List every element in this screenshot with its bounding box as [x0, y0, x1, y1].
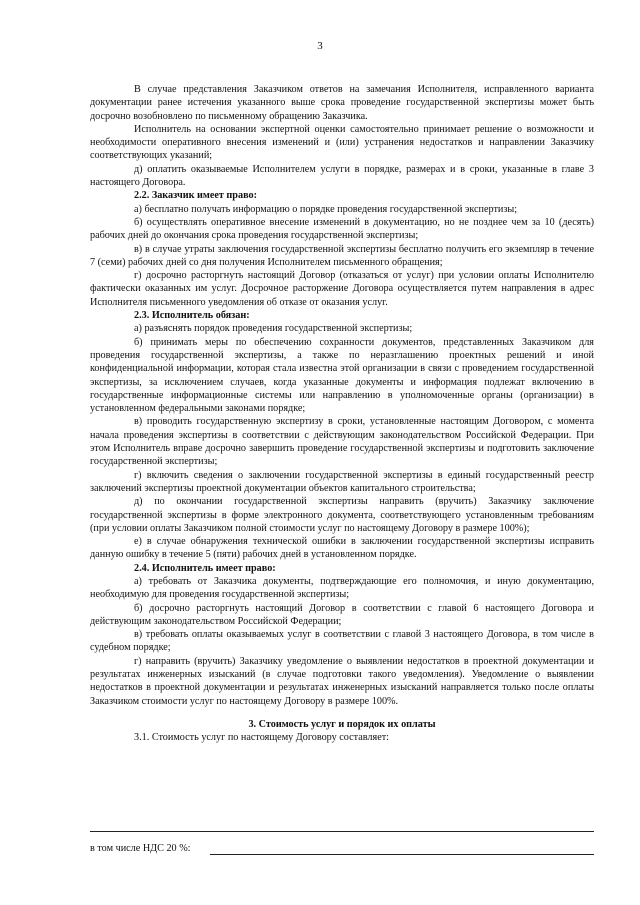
paragraph: а) бесплатно получать информацию о порядке проведения государственной экспертизы;	[134, 203, 518, 215]
document-body	[90, 83, 594, 745]
section-heading: 2.3. Исполнитель обязан:	[134, 310, 250, 322]
paragraph: 3.1. Стоимость услуг по настоящему Договору составляет:	[134, 732, 390, 744]
paragraph: а) разъяснять порядок проведения государственной экспертизы;	[134, 323, 413, 335]
paragraph: в) в случае утраты заключения государственной экспертизы бесплатно получить его экземпляр в течение 7 (семи) рабочих дней со дня получения Исполнителем письменного обращения;	[90, 243, 594, 268]
paragraph: в) требовать оплаты оказываемых услуг в соответствии с главой 3 настоящего Договора, в том числе в судебном порядке;	[90, 629, 594, 654]
paragraph: б) принимать меры по обеспечению сохранности документов, представленных Заказчиком для проведения государственной экспертизы, а также по неразглашению проектных решений и иной конфиденциальной информации, которая стала известна этой организации в связи с проведением государственной экспертизы, за исключением случаев, когда указанные документы и информация подлежат включению в государственные информационные системы или направлению в уполномоченные органы (организации) в установленном федеральными законами порядке;	[90, 336, 594, 415]
paragraph: г) направить (вручить) Заказчику уведомление о выявлении недостатков в проектной документации и результатах инженерных изысканий (в случае подготовки такого уведомления). Уведомление о выявлении недостатков в проектной документации и результатах инженерных изысканий направляется только после оплаты Заказчиком стоимости услуг по настоящему Договору в размере 100%.	[90, 655, 594, 707]
section-heading: 2.4. Исполнитель имеет право:	[134, 562, 276, 574]
paragraph: в) проводить государственную экспертизу в сроки, установленные настоящим Договором, с момента начала проведения экспертизы в соответствии с действующим законодательством Российской Федерации. При этом Исполнитель вправе досрочно завершить проведение государственной экспертизы и подготовить заключение государственной экспертизы;	[90, 416, 594, 468]
paragraph: а) требовать от Заказчика документы, подтверждающие его полномочия, и иную документацию, необходимую для проведения государственной экспертизы;	[90, 575, 594, 601]
paragraph: д) оплатить оказываемые Исполнителем услуги в порядке, размерах и в сроки, указанные в главе 3 настоящего Договора.	[90, 163, 594, 189]
page-number: 3	[317, 40, 323, 52]
blank-line	[90, 831, 594, 832]
paragraph: г) включить сведения о заключении государственной экспертизы в единый государственный реестр заключений экспертизы проектной документации объектов капитального строительства;	[90, 469, 594, 494]
paragraph: г) досрочно расторгнуть настоящий Договор (отказаться от услуг) при условии оплаты Исполнителю фактически оказанных им услуг. Досрочное расторжение Договора осуществляется путем направления в адрес Исполнителя письменного уведомления об отказе от оказания услуг.	[90, 270, 594, 308]
paragraph: б) досрочно расторгнуть настоящий Договор в соответствии с главой 6 настоящего Договора и действующим законодательством Российской Федерации;	[90, 602, 594, 627]
paragraph: Исполнитель на основании экспертной оценки самостоятельно принимает решение о возможности и необходимости оперативного внесения изменений и (или) устранения недостатков и направлении Заказчику соответствующих указаний;	[90, 123, 594, 162]
vat-label: в том числе НДС 20 %:	[90, 843, 191, 854]
paragraph: В случае представления Заказчиком ответов на замечания Исполнителя, исправленного варианта документации ранее истечения указанного выше срока проведение государственной экспертизы может быть досрочно возобновлено по письменному обращению Заказчика.	[90, 84, 594, 122]
section-heading: 2.2. Заказчик имеет право:	[134, 190, 257, 202]
paragraph: е) в случае обнаружения технической ошибки в заключении государственной экспертизы исправить данную ошибку в течение 5 (пяти) рабочих дней в установленном порядке.	[90, 536, 594, 561]
vat-blank-line	[210, 854, 594, 855]
paragraph: д) по окончании государственной экспертизы направить (вручить) Заказчику заключение государственной экспертизы в форме электронного документа, соответствующего установленным требованиям (при условии оплаты Заказчиком полной стоимости услуг по настоящему Договору в размере 100%);	[90, 496, 594, 534]
section-heading: 3. Стоимость услуг и порядок их оплаты	[248, 718, 436, 730]
paragraph: б) осуществлять оперативное внесение изменений в документацию, но не позднее чем за 10 (десять) рабочих дней до окончания срока проведения государственной экспертизы;	[90, 216, 594, 242]
